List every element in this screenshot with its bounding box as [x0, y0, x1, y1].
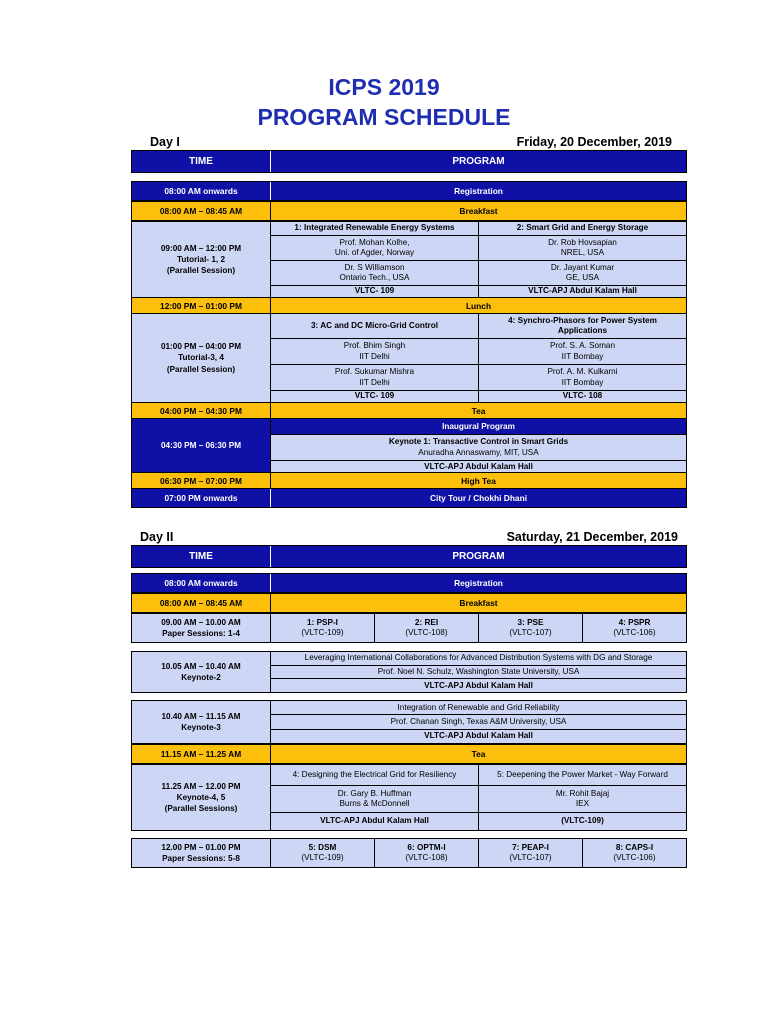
- paper-session: 6: OPTM-I (VLTC-108): [375, 839, 479, 867]
- row-time: 08:00 AM onwards: [132, 574, 271, 592]
- keynote-title: Integration of Renewable and Grid Reliability: [397, 702, 560, 712]
- speaker: Dr. S Williamson Ontario Tech., USA: [271, 261, 479, 285]
- day1-tea-row: [131, 402, 687, 419]
- time-range: 10.40 AM – 11.15 AM: [161, 711, 241, 721]
- row-time: 11.15 AM – 11.25 AM: [132, 745, 271, 763]
- day1-inaugural-block: [131, 418, 687, 473]
- day1-tutorials-3-4: [131, 313, 687, 403]
- day1-hightea-row: [131, 472, 687, 489]
- day1-citytour-row: [131, 488, 687, 508]
- header-time: TIME: [132, 151, 271, 172]
- venue: VLTC-APJ Abdul Kalam Hall: [424, 731, 533, 741]
- row-time: [132, 765, 271, 830]
- venue: VLTC-APJ Abdul Kalam Hall: [271, 813, 479, 830]
- row-time: 12:00 PM – 01:00 PM: [132, 298, 271, 313]
- keynote-speaker: Dr. Gary B. Huffman Burns & McDonnell: [271, 786, 479, 812]
- day1-tutorials-1-2: [131, 221, 687, 298]
- day1-label: Day I: [150, 135, 180, 149]
- row-time: [132, 314, 271, 402]
- day2-paper-sessions-1-4: [131, 613, 687, 643]
- row-program: Lunch: [465, 300, 492, 311]
- keynote-title: Keynote 1: Transactive Control in Smart Grids: [388, 437, 569, 447]
- speaker: Prof. A. M. Kulkarni IIT Bombay: [547, 367, 618, 387]
- row-program: Breakfast: [459, 598, 498, 608]
- day2-tea-row: [131, 744, 687, 764]
- day1-registration-row: [131, 181, 687, 201]
- keynote-title: 5: Deepening the Power Market - Way Forward: [497, 769, 668, 779]
- venue: VLTC- 109: [271, 286, 479, 297]
- row-time: [132, 839, 271, 867]
- row-program: Registration: [454, 578, 503, 588]
- day2-keynote-3: [131, 700, 687, 744]
- keynote-title: 4: Designing the Electrical Grid for Resiliency: [271, 765, 479, 785]
- day2-date: Saturday, 21 December, 2019: [506, 530, 678, 544]
- row-time: 07:00 PM onwards: [132, 489, 271, 507]
- row-program: Tea: [471, 749, 486, 759]
- paper-session: 2: REI (VLTC-108): [375, 614, 479, 642]
- time-range: 01:00 PM – 04:00 PM: [160, 342, 242, 352]
- venue: VLTC-APJ Abdul Kalam Hall: [528, 286, 637, 296]
- row-program: Tea: [471, 405, 486, 416]
- paper-session: 3: PSE (VLTC-107): [479, 614, 583, 642]
- speaker: Prof. Mohan Kolhe, Uni. of Agder, Norway: [271, 236, 479, 260]
- row-time: 08:00 AM – 08:45 AM: [132, 594, 271, 612]
- session-name: Tutorial-3, 4: [178, 353, 224, 363]
- row-time: 04:00 PM – 04:30 PM: [132, 403, 271, 418]
- keynote-speaker: Prof. Chanan Singh, Texas A&M University, USA: [390, 716, 567, 726]
- speaker: Prof. S. A. Soman IIT Bombay: [549, 341, 616, 361]
- tutorial-title: 4: Synchro-Phasors for Power System Applications: [508, 315, 657, 335]
- inaugural-heading: Inaugural Program: [442, 422, 515, 431]
- schedule-title: PROGRAM SCHEDULE: [257, 104, 511, 130]
- row-time: [132, 701, 271, 743]
- day2-breakfast-row: [131, 593, 687, 613]
- time-range: 10.05 AM – 10.40 AM: [161, 661, 241, 671]
- header-program: PROGRAM: [452, 551, 505, 562]
- speaker: Dr. Rob Hovsapian NREL, USA: [548, 237, 617, 257]
- tutorial-title: 3: AC and DC Micro-Grid Control: [271, 314, 479, 338]
- keynote-speaker: Prof. Noel N. Schulz, Washington State University, USA: [377, 666, 580, 676]
- time-range: 09.00 AM – 10.00 AM: [161, 617, 241, 627]
- session-note: (Parallel Session): [166, 266, 236, 276]
- time-range: 09:00 AM – 12:00 PM: [160, 243, 242, 253]
- header-time: TIME: [132, 546, 271, 567]
- header-program: PROGRAM: [452, 156, 505, 167]
- day2-keynote-4-5: [131, 764, 687, 831]
- speaker: Prof. Sukumar Mishra IIT Delhi: [271, 365, 479, 390]
- day1-table-header: [131, 150, 687, 173]
- session-note: (Parallel Session): [166, 364, 236, 374]
- conference-title: ICPS 2019: [328, 74, 440, 100]
- venue: VLTC- 109: [271, 391, 479, 402]
- row-time: [132, 222, 271, 297]
- session-name: Tutorial- 1, 2: [176, 254, 226, 264]
- day2-table-header: [131, 545, 687, 568]
- day2-keynote-2: [131, 651, 687, 693]
- session-name: Paper Sessions: 1-4: [162, 629, 240, 638]
- day1-lunch-row: [131, 297, 687, 314]
- session-name: Keynote-3: [181, 723, 221, 732]
- paper-session: 1: PSP-I (VLTC-109): [271, 614, 375, 642]
- paper-session: 5: DSM (VLTC-109): [271, 839, 375, 867]
- paper-session: 8: CAPS-I (VLTC-106): [613, 842, 656, 862]
- paper-session: 7: PEAP-I (VLTC-107): [479, 839, 583, 867]
- speaker: Dr. Jayant Kumar GE, USA: [550, 262, 615, 282]
- venue: VLTC- 108: [562, 391, 603, 401]
- row-time: 06:30 PM – 07:00 PM: [132, 473, 271, 488]
- session-name: Paper Sessions: 5-8: [162, 854, 240, 863]
- row-time: [132, 652, 271, 692]
- keynote-title: Leveraging International Collaborations for Advanced Distribution Systems with DG and Storage: [304, 653, 653, 663]
- tutorial-title: 1: Integrated Renewable Energy Systems: [271, 222, 479, 235]
- row-time: 08:00 AM onwards: [132, 182, 271, 200]
- day2-registration-row: [131, 573, 687, 593]
- row-program: Breakfast: [459, 206, 498, 216]
- row-program: Registration: [454, 186, 503, 196]
- paper-session: 4: PSPR (VLTC-106): [613, 617, 656, 637]
- day1-breakfast-row: [131, 201, 687, 221]
- session-name: Keynote-2: [181, 673, 221, 682]
- session-note: (Parallel Sessions): [164, 804, 238, 814]
- venue: VLTC-APJ Abdul Kalam Hall: [424, 680, 533, 690]
- venue: VLTC-APJ Abdul Kalam Hall: [424, 462, 533, 471]
- speaker: Prof. Bhim Singh IIT Delhi: [271, 339, 479, 364]
- row-time: 08:00 AM – 08:45 AM: [132, 202, 271, 220]
- day2-paper-sessions-5-8: [131, 838, 687, 868]
- row-program: High Tea: [461, 475, 496, 486]
- venue: (VLTC-109): [561, 816, 604, 826]
- session-name: Keynote-4, 5: [176, 792, 226, 802]
- time-range: 11.25 AM – 12.00 PM: [161, 781, 241, 791]
- keynote-speaker: Anuradha Annaswamy, MIT, USA: [418, 447, 539, 457]
- row-program: City Tour / Chokhi Dhani: [429, 493, 528, 503]
- day1-date: Friday, 20 December, 2019: [516, 135, 672, 149]
- day2-label: Day II: [140, 530, 174, 544]
- keynote-speaker: Mr. Rohit Bajaj IEX: [555, 788, 610, 808]
- time-range: 12.00 PM – 01.00 PM: [161, 842, 241, 852]
- row-time: [132, 614, 271, 642]
- tutorial-title: 2: Smart Grid and Energy Storage: [516, 223, 649, 233]
- row-time: 04:30 PM – 06:30 PM: [132, 419, 271, 472]
